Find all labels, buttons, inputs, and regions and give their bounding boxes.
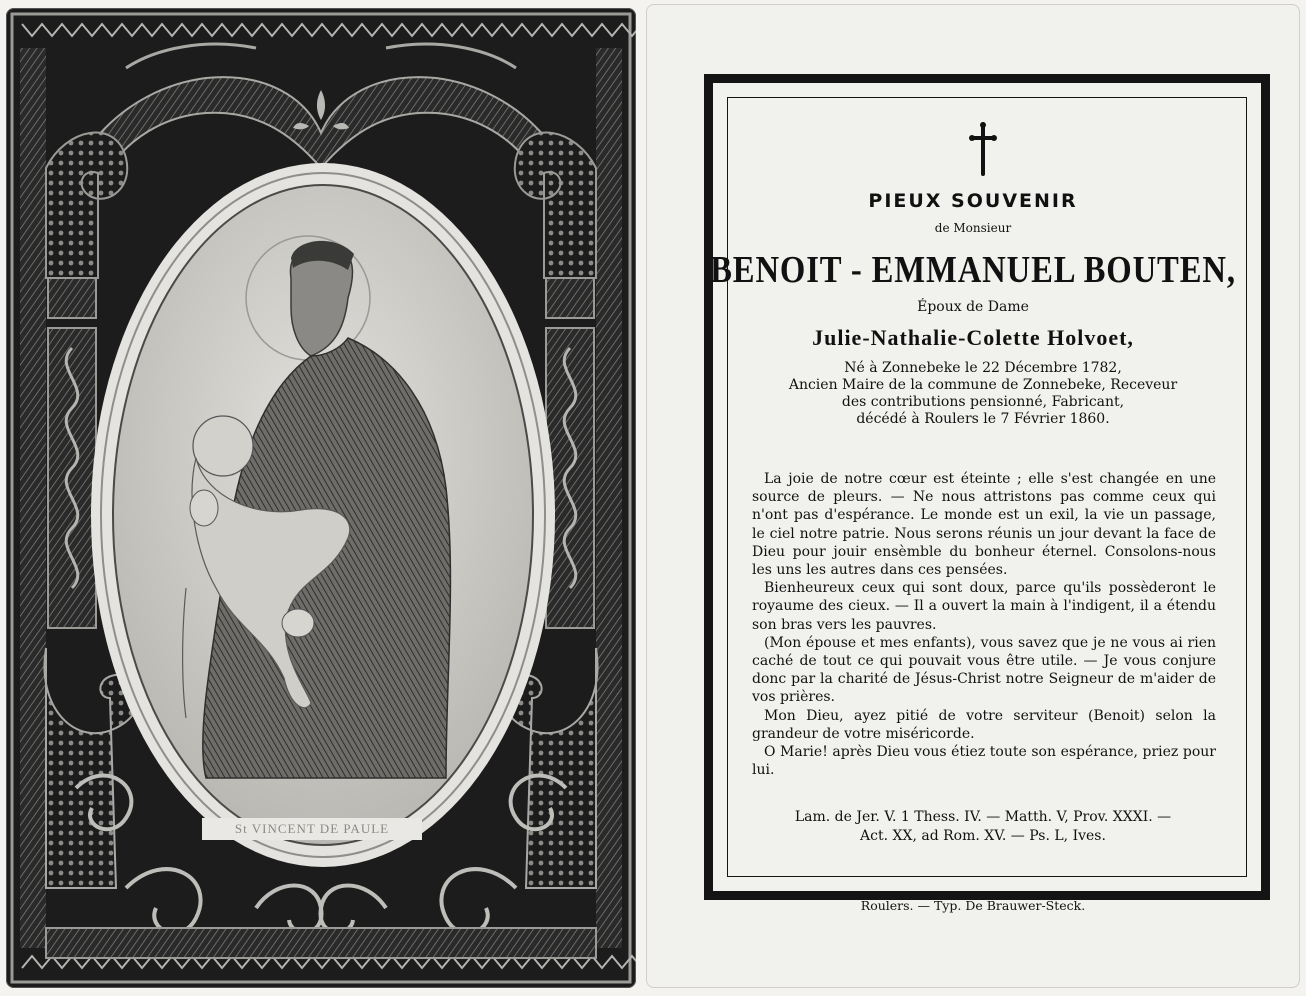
reference-line: Lam. de Jer. V. 1 Thess. IV. — Matth. V, Prov. XXXI. — [794,809,1172,825]
fact-line: décédé à Roulers le 7 Février 1860. [856,411,1110,427]
fact-line: Ancien Maire de la commune de Zonnebeke, Receveur [788,377,1178,393]
memorial-card-back [646,4,1300,988]
spouse-name: Julie-Nathalie-Colette Holvoet, [812,325,1134,350]
fact-line: Né à Zonnebeke le 22 Décembre 1782, [844,360,1122,376]
reference-line: Act. XX, ad Rom. XV. — Ps. L, Ives. [860,828,1106,844]
medallion-caption: St VINCENT DE PAULE [202,818,422,840]
paragraph: O Marie! après Dieu vous étiez toute son espérance, priez pour lui. [752,744,1216,779]
paragraph: La joie de notre cœur est éteinte ; elle s'est changée en une source de pleurs. — Ne nous attristons pas comme ceux qui n'ont pas d'espérance. Le monde est un exil, la vie un passage, le ciel notre patrie. Nous serons réunis un jour devant la face de Dieu pour jouir ensèmble du bonheur éternel. Consolons-nous les uns les autres dans ces pensées. [752,471,1216,579]
saint-with-child-engraving [86,158,560,873]
prayer-text [752,470,1216,779]
printer-imprint: Roulers. — Typ. De Brauwer-Steck. [860,898,1086,913]
holy-card-front [6,8,636,988]
deceased-name: BENOIT - EMMANUEL BOUTEN, [710,249,1236,291]
sub-heading: de Monsieur [934,221,1012,235]
biographical-facts [746,360,1220,428]
paragraph: Bienheureux ceux qui sont doux, parce qu'ils possèderont le royaume des cieux. — Il a ouvert la main à l'indigent, il a étendu son bras vers les pauvres. [752,580,1216,633]
spouse-intro: Époux de Dame [917,299,1029,315]
scripture-references [746,808,1220,846]
latin-cross-icon [969,122,997,176]
paragraph: Mon Dieu, ayez pitié de votre serviteur (Benoit) selon la grandeur de votre miséricorde. [752,707,1216,742]
fact-line: des contributions pensionné, Fabricant, [841,394,1125,410]
heading: PIEUX SOUVENIR [868,190,1078,212]
paragraph: (Mon épouse et mes enfants), vous savez que je ne vous ai rien caché de tout ce qui pouvait vous être utile. — Je vous conjure donc par la charité de Jésus-Christ notre Seigneur de m'aider de vos prières. [752,634,1216,706]
